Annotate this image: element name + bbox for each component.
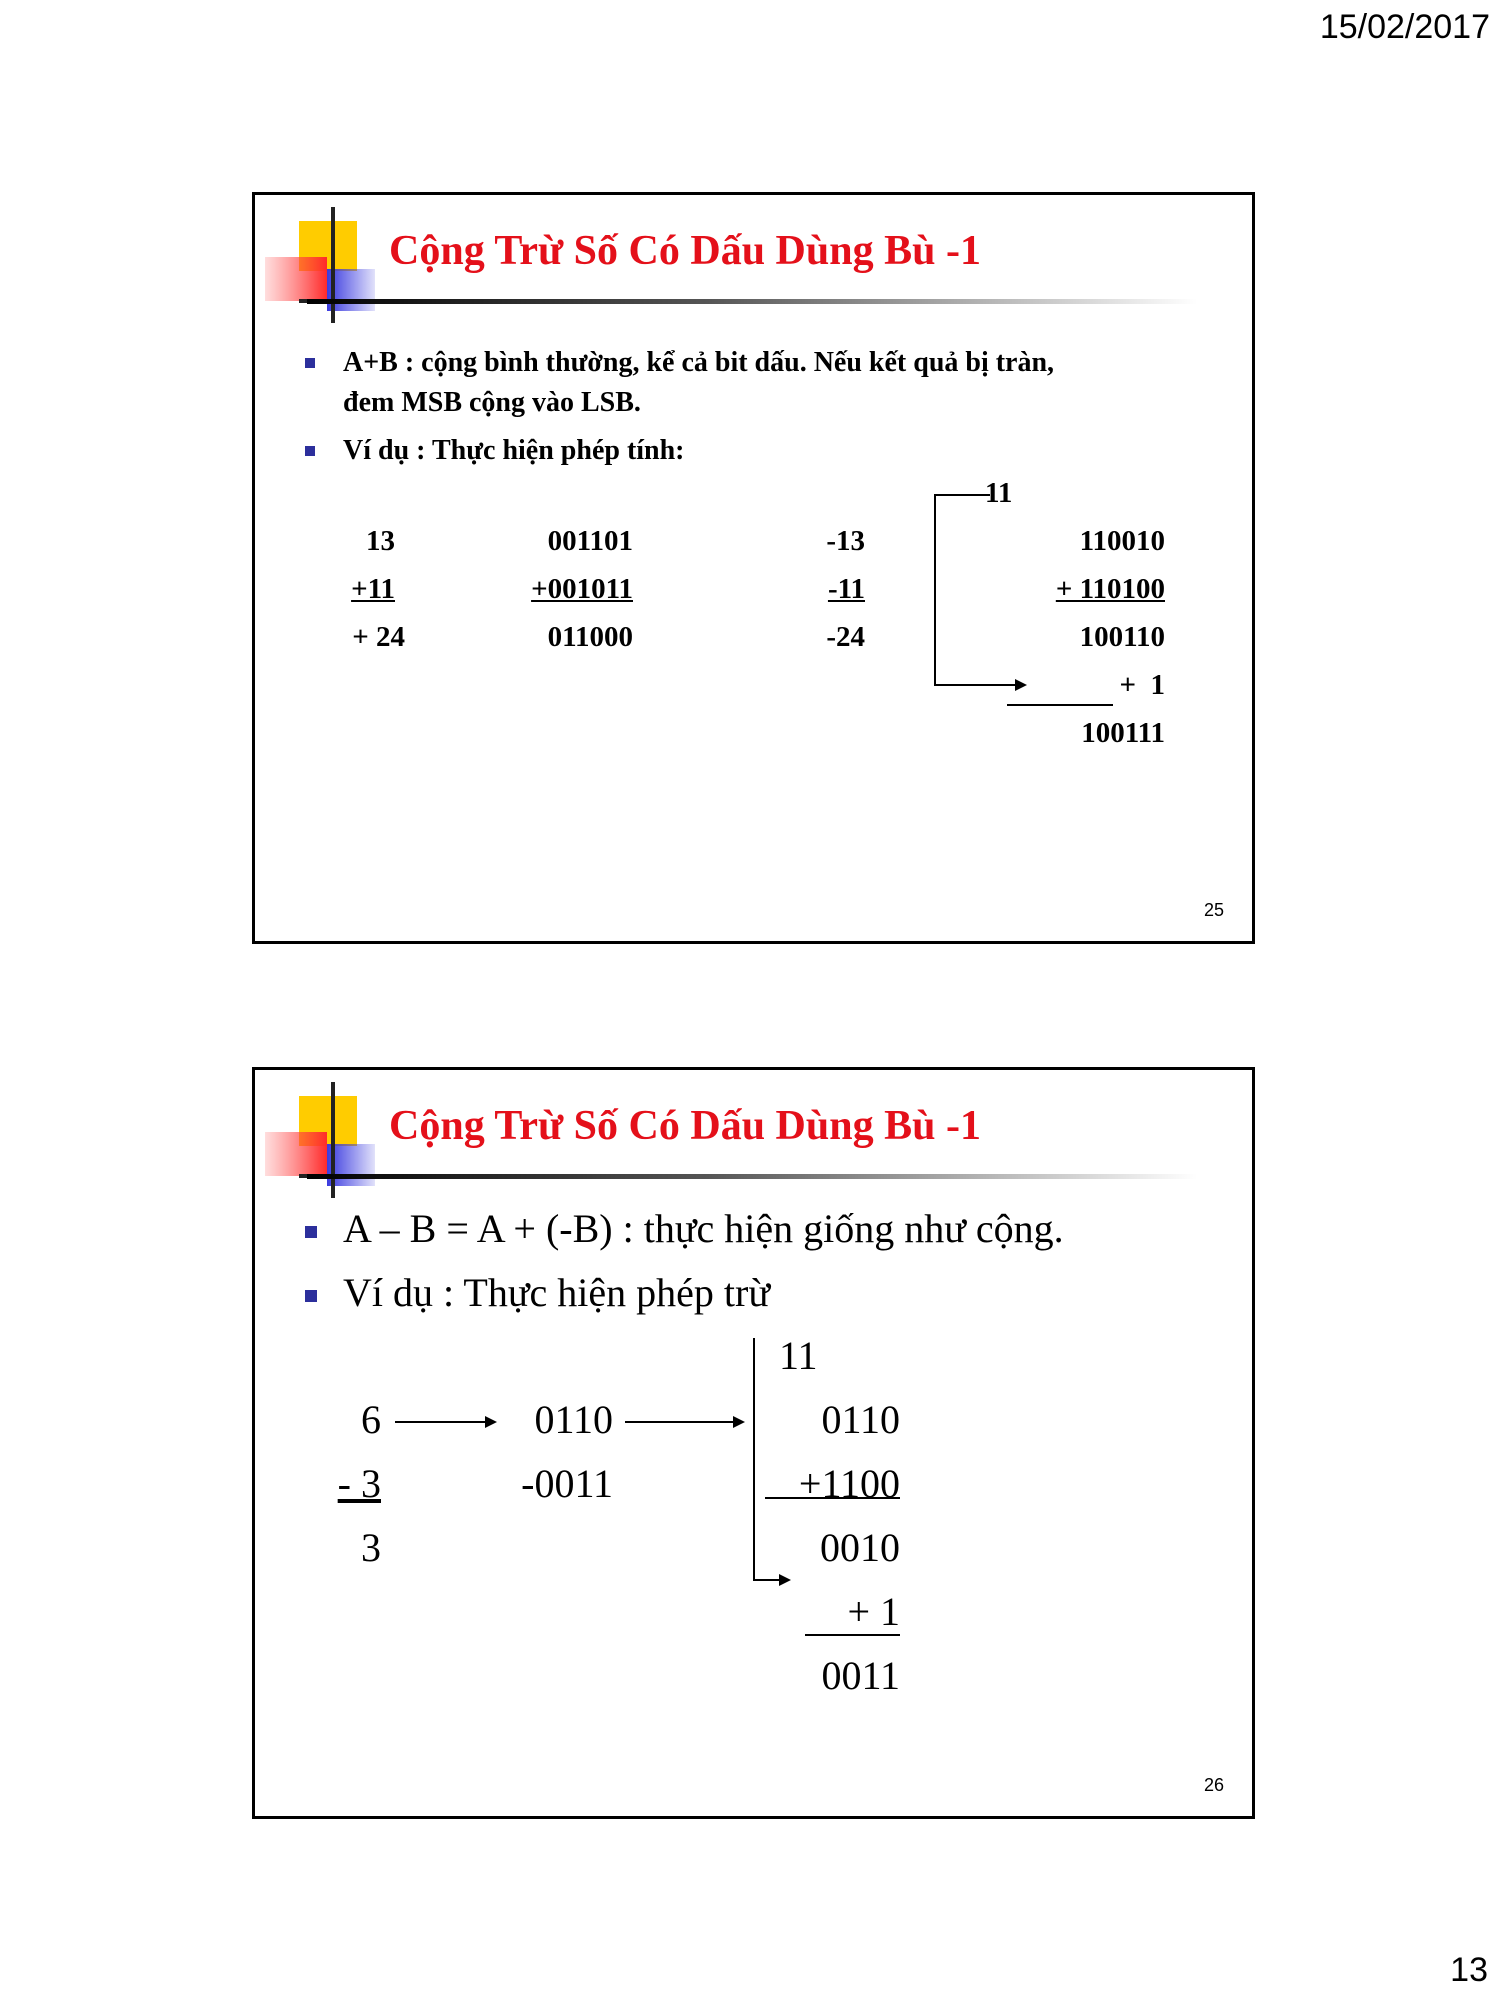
binary-operand: -0011 (521, 1461, 613, 1506)
decimal-operand: +11 (351, 573, 395, 605)
binary-operand: 001101 (547, 525, 633, 557)
subtraction-flow-arrows-icon (255, 1070, 1258, 1822)
page-date: 15/02/2017 (1319, 8, 1490, 46)
negative-decimal-result: -24 (826, 621, 865, 653)
intermediate-sum: 100110 (1079, 621, 1165, 653)
ones-complement-operand-text: + 110100 (1055, 573, 1165, 605)
binary-operand: +001011 (531, 573, 633, 605)
end-around-carry: + 1 (1119, 669, 1165, 701)
decimal-result: + 24 (352, 621, 405, 653)
decimal-operand: 13 (366, 525, 395, 557)
bullet-text: A+B : cộng bình thường, kể cả bit dấu. Nếu kết quả bị tràn, (343, 347, 1055, 378)
slide-number: 26 (1203, 1775, 1224, 1795)
binary-operand: 0110 (534, 1397, 613, 1442)
slide-25 (252, 192, 1255, 944)
decimal-result: 3 (361, 1525, 381, 1570)
slide-26 (252, 1067, 1255, 1819)
bullet-text: Ví dụ : Thực hiện phép trừ (343, 1270, 770, 1315)
negative-decimal-operand: -11 (827, 573, 865, 605)
binary-result: 011000 (547, 621, 633, 653)
complement-operand: 0110 (821, 1397, 900, 1442)
end-around-carry: + 1 (847, 1589, 900, 1634)
final-result: 0011 (821, 1653, 900, 1698)
final-result: 100111 (1081, 717, 1165, 749)
negative-decimal-operand: -13 (826, 525, 865, 557)
ones-complement-operand: 110010 (1079, 525, 1165, 557)
page-number: 13 (1450, 1951, 1488, 1989)
complement-operand: +1100 (798, 1461, 900, 1506)
bullet-text: A – B = A + (-B) : thực hiện giống như cộng. (343, 1206, 1064, 1251)
carry-bits: 11 (985, 477, 1013, 509)
decimal-operand: 6 (361, 1397, 381, 1442)
carry-bits: 11 (779, 1333, 818, 1378)
slide-number: 25 (1203, 900, 1224, 920)
decimal-operand: - 3 (337, 1461, 381, 1506)
end-around-carry-arrow-icon (255, 195, 1258, 947)
bullet-text: đem MSB cộng vào LSB. (343, 387, 641, 418)
slide-title: Cộng Trừ Số Có Dấu Dùng Bù -1 (389, 1103, 981, 1149)
intermediate-sum: 0010 (820, 1525, 900, 1570)
bullet-text: Ví dụ : Thực hiện phép tính: (343, 435, 685, 466)
slide-title: Cộng Trừ Số Có Dấu Dùng Bù -1 (389, 228, 981, 274)
